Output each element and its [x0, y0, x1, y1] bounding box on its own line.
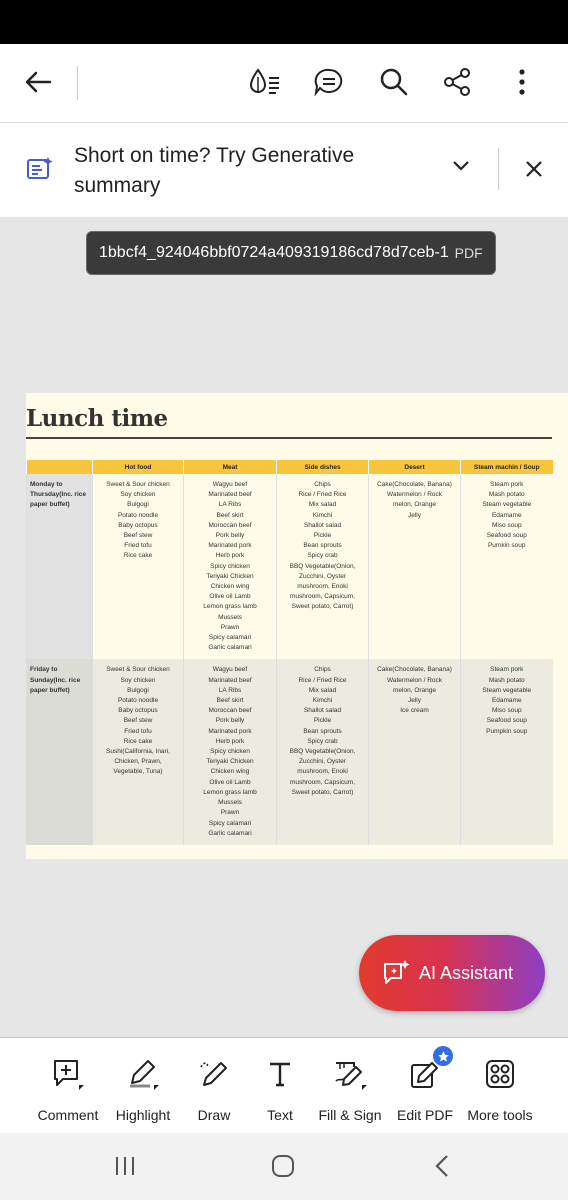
search-icon[interactable] — [374, 62, 414, 102]
more-tools[interactable] — [460, 1056, 540, 1123]
table-header-row — [27, 460, 553, 474]
text-icon — [262, 1056, 298, 1092]
column-header: Steam machin / Soup — [461, 460, 553, 474]
comment-tool[interactable] — [28, 1056, 108, 1123]
column-header: Hot food — [93, 460, 184, 474]
grid-icon — [482, 1056, 518, 1092]
table-cell: Cake(Chocolate, Banana) Watermelon / Rock melon, Orange Jelly — [369, 474, 461, 659]
tool-label: More tools — [467, 1107, 533, 1123]
filename-tooltip — [86, 231, 496, 275]
table-cell: Wagyu beef Marinated beef LA Ribs Beef skirt Moroccan beef Pork belly Marinated pork Herb pork Spicy chicken Teriyaki Chicken Chicken wing Olive oil Lamb Lemon grass lamb Mussels Prawn Spicy calamari Garlic calamari — [184, 659, 277, 844]
table-cell: Chips Rice / Fried Rice Mix salad Kimchi Shallot salad Pickle Bean sprouts Spicy crab BBQ Vegetable(Onion, Zucchini, Oyster mushroom, Enoki mushroom, Capsicum, Sweet potato, Carrot) — [277, 659, 369, 844]
ai-sparkle-icon — [381, 959, 411, 987]
column-header: Desert — [369, 460, 461, 474]
share-icon[interactable] — [437, 62, 477, 102]
table-cell: Sweet & Sour chicken Soy chicken Bulgogi Potato noodle Baby octopus Beef stew Fried tofu Rice cake — [93, 474, 184, 659]
close-icon[interactable] — [524, 159, 544, 184]
comment-add-icon — [50, 1056, 86, 1092]
table-row — [27, 474, 553, 659]
edit-pdf-tool[interactable] — [385, 1056, 465, 1123]
file-name: 1bbcf4_924046bbf0724a409319186cd78d7ceb-1 — [99, 244, 449, 261]
tool-label: Text — [267, 1107, 293, 1123]
more-vertical-icon[interactable] — [502, 62, 542, 102]
column-header: Meat — [184, 460, 277, 474]
banner-divider — [498, 148, 499, 190]
status-bar — [0, 0, 568, 44]
tool-label: Edit PDF — [396, 1107, 453, 1123]
tool-label: Draw — [197, 1107, 231, 1123]
column-header: Side dishes — [277, 460, 369, 474]
row-label: Friday to Sunday(Inc. rice paper buffet) — [27, 659, 93, 844]
pen-draw-icon — [196, 1056, 232, 1092]
top-toolbar — [0, 44, 568, 123]
file-type: PDF — [454, 245, 483, 261]
summary-sparkle-icon — [26, 156, 54, 187]
pdf-page[interactable] — [26, 393, 568, 859]
column-header — [27, 460, 93, 474]
tool-label: Comment — [37, 1107, 99, 1123]
highlight-tool[interactable] — [103, 1056, 183, 1123]
table-cell: Cake(Chocolate, Banana) Watermelon / Rock melon, Orange Jelly Ice cream — [369, 659, 461, 844]
text-tool[interactable] — [240, 1056, 320, 1123]
read-aloud-icon[interactable] — [245, 62, 285, 102]
table-cell: Steam pork Mash potato Steam vegetable Edamame Miso soup Seafood soup Pumpkin soup — [461, 659, 553, 844]
edit-pdf-icon — [407, 1056, 443, 1092]
system-nav-bar — [0, 1133, 568, 1200]
row-label: Monday to Thursday(Inc. rice paper buffet) — [27, 474, 93, 659]
title-rule — [26, 437, 552, 439]
table-row — [27, 659, 553, 844]
tool-label: Highlight — [115, 1107, 171, 1123]
fill-sign-tool[interactable] — [310, 1056, 390, 1123]
table-cell: Steam pork Mash potato Steam vegetable Edamame Miso soup Seafood soup Pumkin soup — [461, 474, 553, 659]
bottom-toolbar — [0, 1037, 568, 1134]
toolbar-divider — [77, 66, 78, 100]
banner-text: Short on time? Try Generative summary — [74, 144, 355, 197]
recents-icon[interactable] — [114, 1156, 136, 1181]
ai-assistant-button[interactable] — [359, 935, 545, 1011]
menu-table — [26, 460, 553, 845]
table-cell: Chips Rice / Fried Rice Mix salad Kimchi Shallot salad Pickle Bean sprouts Spicy crab BBQ Vegetable(Onion, Zucchini, Oyster mushroom, Enoki mushroom, Capsicum, Sweet potato, Carrot) — [277, 474, 369, 659]
tool-label: Fill & Sign — [318, 1107, 382, 1123]
comment-bubble-icon[interactable] — [309, 62, 349, 102]
back-arrow-icon[interactable] — [18, 62, 58, 102]
ai-assistant-label: AI Assistant — [419, 962, 514, 983]
page-title: Lunch time — [26, 405, 168, 432]
fill-sign-icon — [332, 1056, 368, 1092]
table-cell: Sweet & Sour chicken Soy chicken Bulgogi Potato noodle Baby octopus Beef stew Fried tofu Rice cake Sushi(California, Inari, Chicken, Prawn, Vegetable, Tuna) — [93, 659, 184, 844]
table-cell: Wagyu beef Marinated beef LA Ribs Beef skirt Moroccan beef Pork belly Marinated pork Herb pork Spicy chicken Teriyaki Chicken Chicken wing Olive oil Lamb Lemon grass lamb Mussels Prawn Spicy calamari Garlic calamari — [184, 474, 277, 659]
star-badge-icon — [433, 1046, 453, 1066]
highlighter-icon — [125, 1056, 161, 1092]
home-icon[interactable] — [271, 1154, 295, 1183]
back-icon[interactable] — [434, 1154, 450, 1183]
chevron-down-icon[interactable] — [450, 159, 472, 178]
generative-summary-banner[interactable] — [0, 123, 568, 217]
